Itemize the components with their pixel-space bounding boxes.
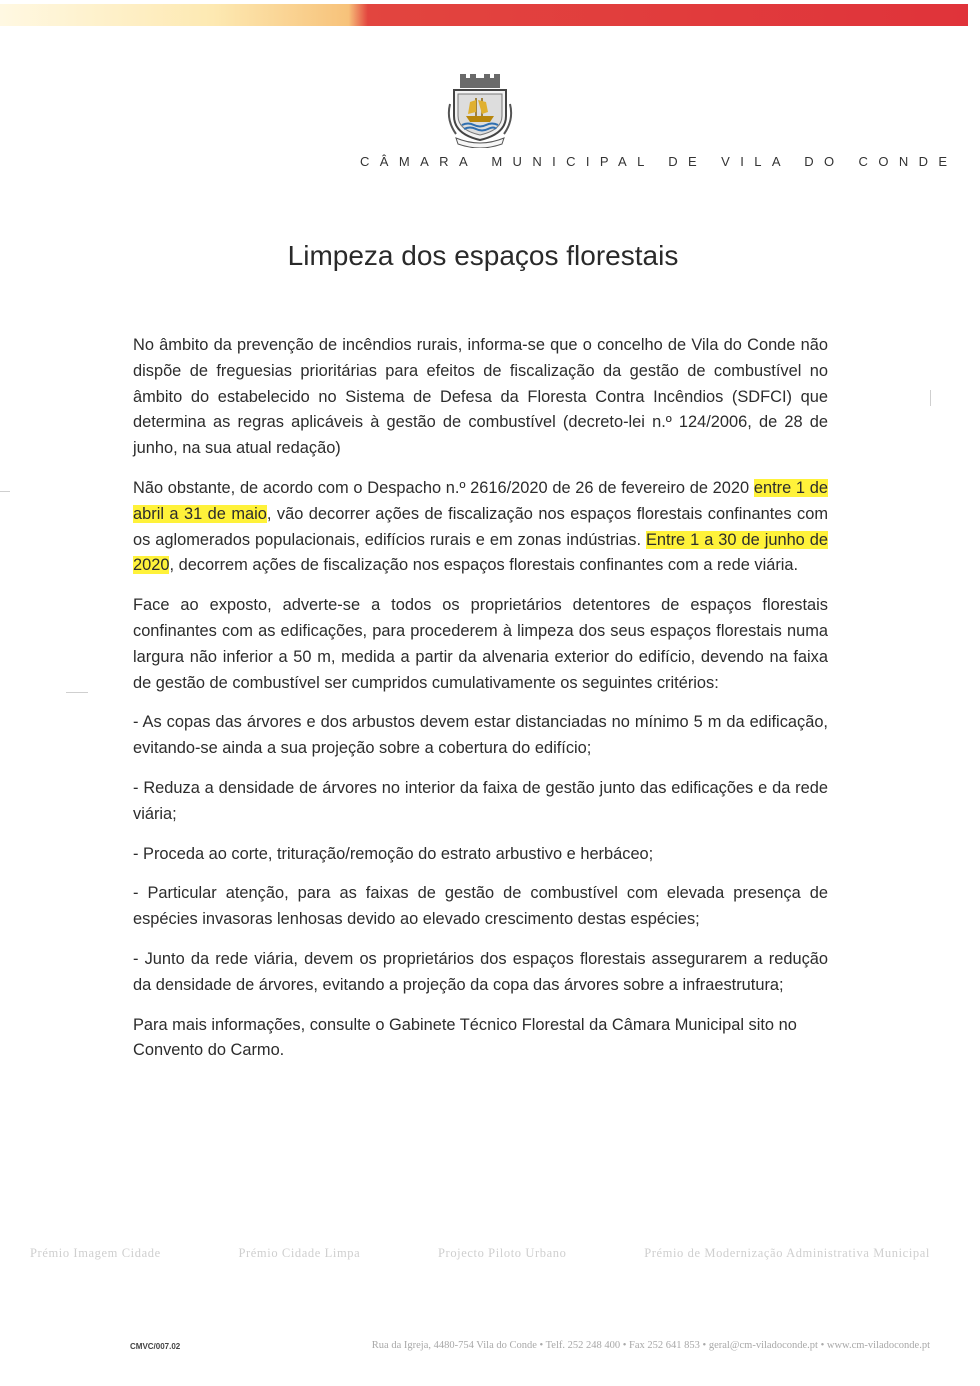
dispatch-paragraph [133,476,828,579]
document-reference: CMVC/007.02 [130,1342,181,1351]
dispatch-text-c: , decorrem ações de fiscalização nos espaços florestais confinantes com a rede viária. [169,556,799,575]
criterion-invasive: - Particular atenção, para as faixas de gestão de combustível com elevada presença de espécies invasoras lenhosas devido ao elevado crescimento destas espécies; [133,884,828,929]
page-title: Limpeza dos espaços florestais [287,240,679,271]
criterion-cutting: - Proceda ao corte, trituração/remoção do estrato arbustivo e herbáceo; [133,844,654,863]
margin-mark-left [66,692,88,693]
header-color-band [0,4,968,26]
document-body [133,333,828,1078]
criterion-canopy: - As copas das árvores e dos arbustos devem estar distanciadas no mínimo 5 m da edificação, evitando-se ainda a sua projeção sobre a cobertura do edifício; [133,713,828,758]
margin-mark-right [930,390,931,406]
highlight-june: Entre 1 a 30 de junho de 2020 [133,530,828,575]
contact-paragraph: Para mais informações, consulte o Gabinete Técnico Florestal da Câmara Municipal sito no Convento do Carmo. [133,1015,797,1060]
footer-address: Rua da Igreja, 4480-754 Vila do Conde • Telf. 252 248 400 • Fax 252 641 853 • geral@cm-viladoconde.pt • www.cm-viladoconde.pt [371,1340,930,1351]
dispatch-text-b: , vão decorrer ações de fiscalização nos espaços florestais confinantes com os aglomerados populacionais, edifícios rurais e em zonas indústrias. [133,504,829,549]
award-item: Projecto Piloto Urbano [438,1246,567,1260]
award-item: Prémio de Modernização Administrativa Municipal [644,1246,930,1260]
municipality-name: CÂMARA MUNICIPAL DE VILA DO CONDE [360,154,958,169]
criterion-density: - Reduza a densidade de árvores no interior da faixa de gestão junto das edificações e da rede viária; [133,778,828,823]
warning-paragraph: Face ao exposto, adverte-se a todos os proprietários detentores de espaços florestais confinantes com as edificações, para procederem à limpeza dos seus espaços florestais numa largura não inferior a 50 m, medida a partir da alvenaria exterior do edifício, devendo na faixa de gestão de combustível ser cumpridos cumulativamente os seguintes critérios: [133,596,828,692]
margin-mark-left-top [0,491,10,492]
criterion-road: - Junto da rede viária, devem os proprietários dos espaços florestais assegurarem a redução da densidade de árvores, evitando a projeção da copa das árvores sobre a infraestrutura; [133,949,828,994]
awards-strip [30,1246,930,1261]
award-item: Prémio Cidade Limpa [238,1246,361,1260]
highlight-april-may: entre 1 de abril a 31 de maio [133,478,828,523]
dispatch-text-a: Não obstante, de acordo com o Despacho n.º 2616/2020 de 26 de fevereiro de 2020 [133,478,754,497]
intro-paragraph: No âmbito da prevenção de incêndios rurais, informa-se que o concelho de Vila do Conde não dispõe de freguesias prioritárias para efeitos de fiscalização da gestão de combustível no âmbito do estabelecido no Sistema de Defesa da Floresta Contra Incêndios (SDFCI) que determina as regras aplicáveis à gestão de combustível (decreto-lei n.º 124/2006, de 28 de junho, na sua atual redação) [133,336,828,458]
award-item: Prémio Imagem Cidade [30,1246,161,1260]
vila-do-conde-coat-of-arms-icon [446,74,514,148]
